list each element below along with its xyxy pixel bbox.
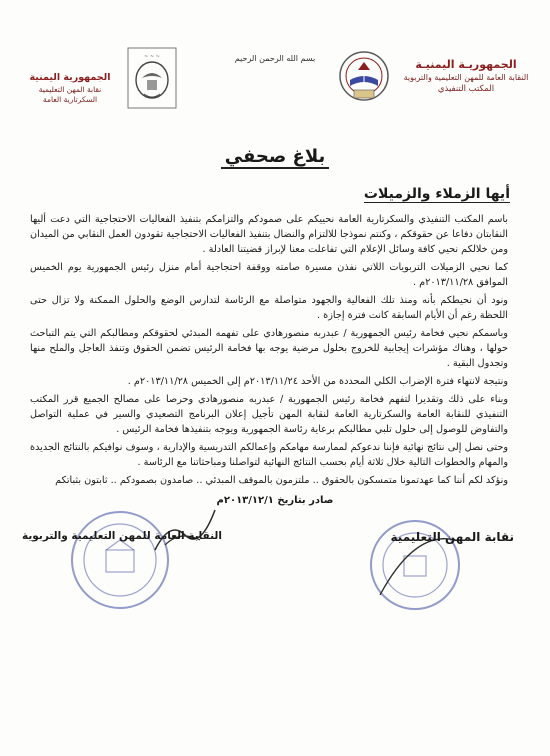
- header-left: [20, 72, 120, 104]
- salutation-text: أيها الزملاء والزميلات: [363, 186, 510, 202]
- header-left-line2: نقابة المهن التعليمية: [38, 85, 102, 94]
- document-title-text: بلاغ صحفي: [221, 146, 330, 169]
- header-right-line3: المكتب التنفيذي: [437, 84, 495, 94]
- eagle-emblem-logo: [124, 44, 180, 112]
- salutation: [364, 186, 510, 202]
- round-stamp: [360, 510, 470, 620]
- paragraph: ونؤكد لكم أننا كما عهدتمونا متمسكون بالحقوق .. ملتزمون بالموقف المبدئي .. صامدون بصمودكم .. ثابتون بثباتكم: [55, 475, 508, 486]
- header-left-line3: السكرتارية العامة: [42, 95, 98, 104]
- header-right-line2: النقابة العامة للمهن التعليمية والتربوية: [403, 73, 529, 82]
- document-body: [30, 212, 508, 491]
- basmala: بسم الله الرحمن الرحيم: [234, 54, 316, 63]
- paragraph: وبناء على ذلك وتقديرا لتفهم فخامة رئيس الجمهورية / عبدربه منصورهادي وحرصا على مصالح الجميع قرر المكتب التنفيذي للنقابة العامة والسكرتارية العامة لنقابة المهن تأجيل إعلان البرنامج التصعيدي والسير في عملية التواصل والتفاوض للوصول إلى حلول تلبي مطالبكم برعاية رئاسة الجمهورية ويوجه بتنفيذها فخامة الرئيس .: [30, 394, 508, 435]
- paragraph: وحتى نصل إلى نتائج نهائية فإننا ندعوكم لممارسة مهامكم وإعمالكم التدريسية والإدارية ، وسوف نوافيكم بالنتائج الجديدة والمهام والخطوات التالية خلال ثلاثة أيام بحسب النتائج النهائية لتواصلنا ومباحثاتنا مع الرئاسة .: [30, 442, 508, 468]
- paragraph: ونتيجة لانتهاء فترة الإضراب الكلي المحددة من الأحد ٢٠١٣/١١/٢٤م إلى الخميس ٢٠١٣/١١/٢٨م .: [127, 376, 508, 387]
- signature-left: النقابة العامة للمهن التعليمية والتربوية: [22, 530, 222, 542]
- issue-date: صادر بتاريخ ٢٠١٣/١٢/١م: [216, 495, 334, 506]
- paragraph: وباسمكم نحيي فخامة رئيس الجمهورية / عبدربه منصورهادي على تفهمه المبدئي لحقوقكم ومطالبكم التي يتم التباحث حولها ، وهناك مؤشرات إيجابية للخروج بحلول مرضية يوجه بها فخامة الرئيس تضمن الحقوق وتنفذ العاجل والملح منها وتجدول البقية .: [30, 328, 508, 369]
- paragraph: ونود أن نحيطكم بأنه ومنذ تلك الفعالية والجهود متواصلة مع الرئاسة لتدارس الوضع والحلول الممكنة ولا تزال حتى اللحظة رغم أن الأيام السابقة كانت فترة إجازة .: [30, 295, 508, 321]
- paragraph: باسم المكتب التنفيذي والسكرتارية العامة نحييكم على صمودكم والتزامكم بتنفيذ الفعاليات الاحتجاجية التي دعت أليها النقابتان دفاعا عن حقوقكم ، وكنتم نموذجا للالتزام والنضال بتنفيذ الفعاليات الاحتجاجية تقودون العمل النقابي من الميدان ومن خلالكم نحيي كافة وسائل الإعلام التي تفاعلت معنا لإبراز قضيتنا العادلة .: [30, 214, 508, 255]
- header-right-line1: الجمهوريـة اليمنيـة: [415, 58, 517, 71]
- header-right: [396, 58, 536, 94]
- paragraph: كما نحيي الزميلات التربويات اللاتي نفذن مسيرة صامته ووقفة احتجاجية أمام منزل رئيس الجمهورية يوم الخميس الموافق ٢٠١٣/١١/٢٨م .: [30, 262, 508, 288]
- svg-text:~ ~ ~: ~ ~ ~: [144, 54, 160, 60]
- document-title: [0, 146, 550, 167]
- signature-right: نقابة المهن التعليمية: [390, 530, 514, 544]
- header-left-line1: الجمهورية اليمنية: [29, 72, 111, 83]
